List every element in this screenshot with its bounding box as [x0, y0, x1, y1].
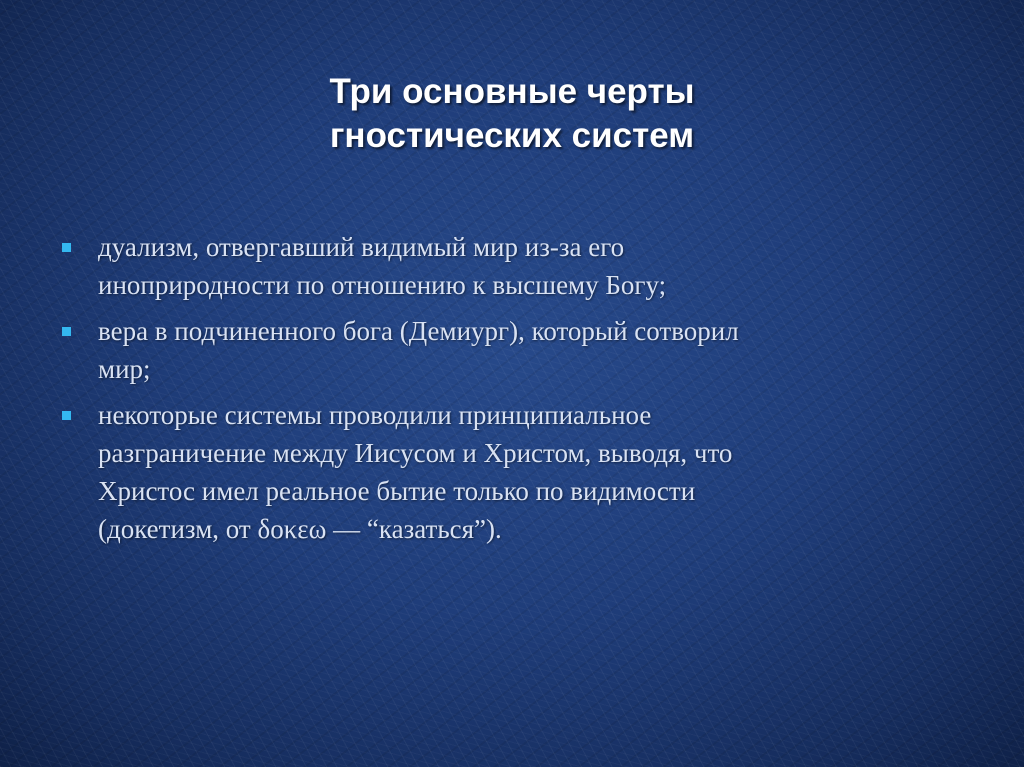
bullet-item-dualism — [56, 228, 956, 304]
bullet-text-line: вера в подчиненного бога (Демиург), который сотворил — [98, 316, 739, 346]
bullet-text-line: разграничение между Иисусом и Христом, выводя, что — [98, 438, 733, 468]
bullet-item-demiurge — [56, 312, 956, 388]
square-bullet-icon — [62, 411, 71, 420]
bullet-text-line: Христос имел реальное бытие только по видимости — [98, 476, 696, 506]
bullet-text-line: мир; — [98, 354, 151, 384]
bullet-list — [56, 228, 956, 556]
slide-title — [212, 70, 812, 158]
slide-title-line: гностических систем — [329, 116, 695, 155]
square-bullet-icon — [62, 243, 71, 252]
bullet-text-line: некоторые системы проводили принципиальное — [98, 400, 652, 430]
bullet-text-line: (докетизм, от δοκεω — “казаться”). — [98, 514, 502, 544]
square-bullet-icon — [62, 327, 71, 336]
bullet-text-line: дуализм, отвергавший видимый мир из-за его — [98, 232, 625, 262]
bullet-item-docetism — [56, 396, 956, 548]
slide-title-line: Три основные черты — [329, 72, 695, 111]
bullet-text-line: иноприродности по отношению к высшему Богу; — [98, 270, 667, 300]
